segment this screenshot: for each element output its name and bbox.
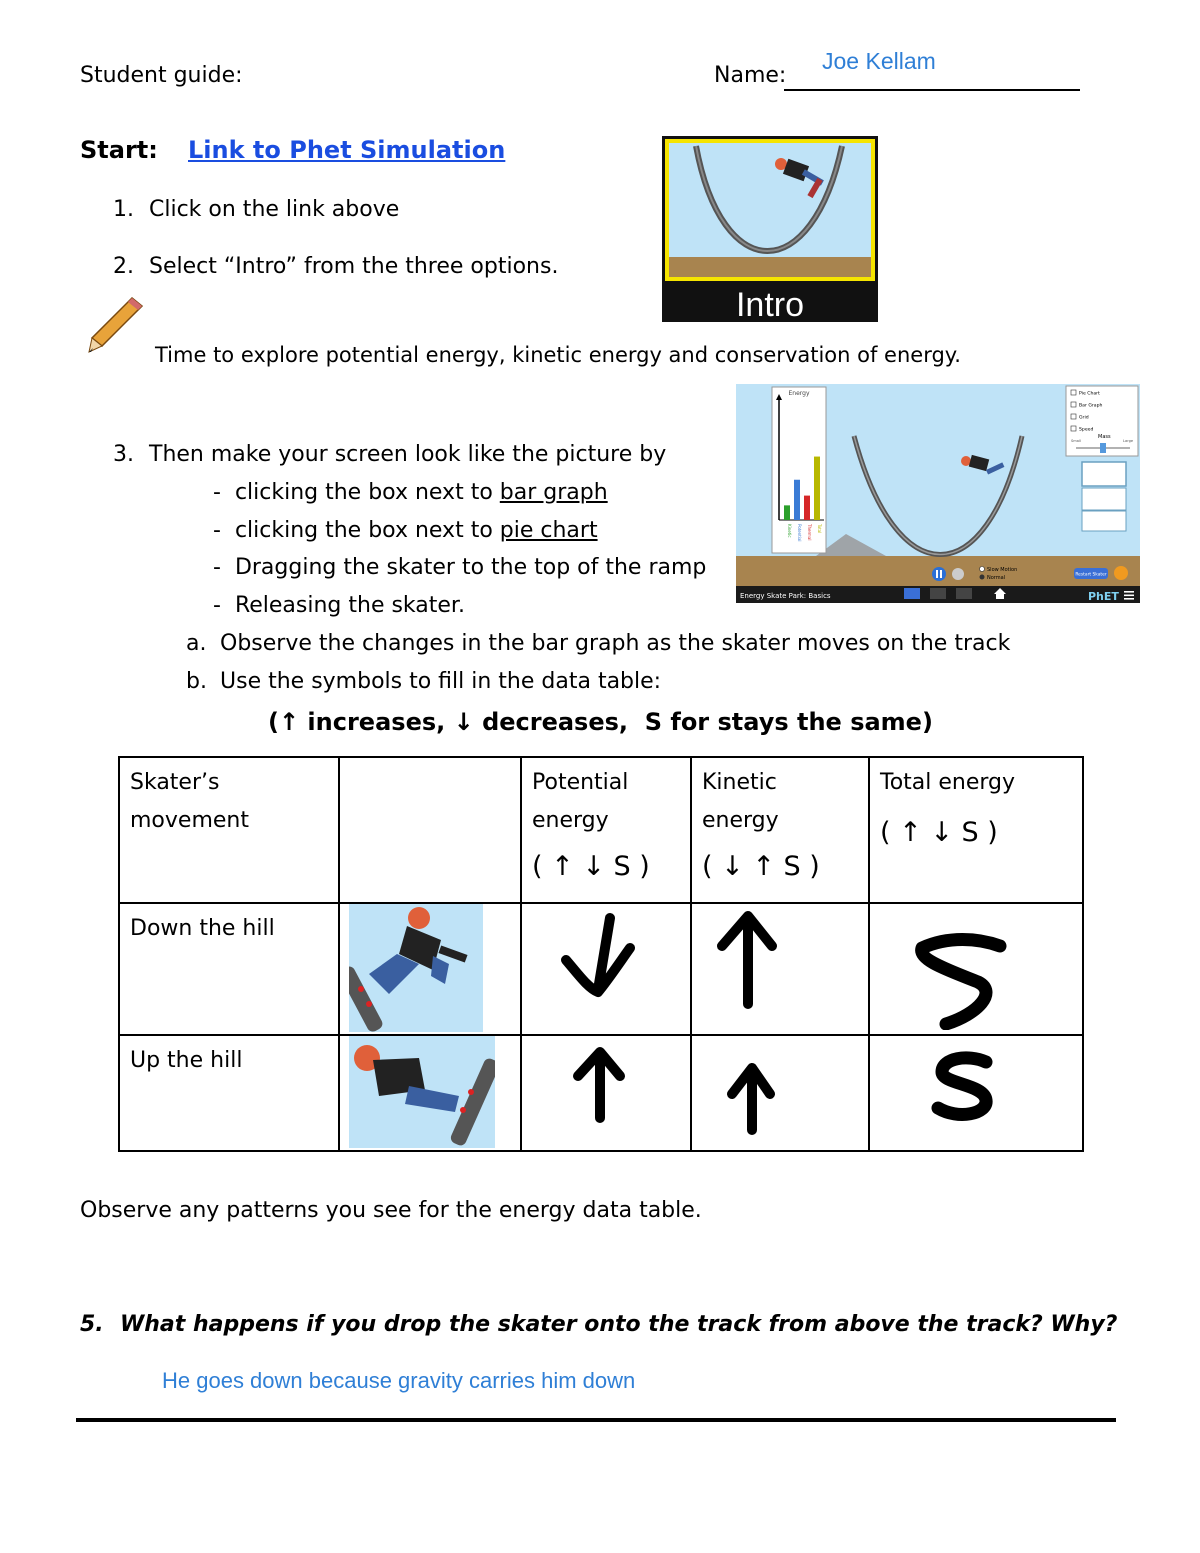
header-total: Total energy ( ↑ ↓ S ) [869, 757, 1083, 903]
skater-down-image [349, 904, 483, 1032]
pencil-icon [86, 294, 148, 360]
sim-option-label-2: Grid [1079, 415, 1089, 421]
row-down-picture [339, 903, 521, 1035]
bullet-bar-graph: - clicking the box next to bar graph [213, 480, 608, 505]
row-down-kinetic[interactable] [691, 903, 869, 1035]
row-down-movement: Down the hill [119, 903, 339, 1035]
play-pause-icon [932, 567, 946, 581]
up-arrow-icon [714, 908, 784, 1010]
skater-up-image [349, 1036, 495, 1148]
name-field[interactable]: Joe Kellam [822, 48, 936, 74]
sim-option-checkbox-1 [1071, 402, 1076, 407]
step-2-number: 2. [113, 254, 134, 279]
sim-option-checkbox-2 [1071, 414, 1076, 419]
intro-option-image[interactable] [662, 136, 878, 322]
mass-small-label: Small [1071, 439, 1081, 443]
sim-bar-label-1: Potential [797, 524, 802, 542]
sim-option-label-1: Bar Graph [1079, 403, 1103, 409]
row-up-total[interactable] [869, 1035, 1083, 1151]
bullet-release-skater: - Releasing the skater. [213, 593, 465, 618]
phet-simulation-link[interactable]: Link to Phet Simulation [188, 136, 506, 164]
mass-label: Mass [1098, 434, 1111, 440]
slow-motion-label: Slow Motion [987, 567, 1018, 573]
row-down-potential[interactable] [521, 903, 691, 1035]
name-label: Name: [714, 63, 787, 88]
reset-all-icon [1114, 566, 1128, 580]
sim-option-label-3: Speed [1079, 427, 1094, 433]
question-5-number: 5. [80, 1312, 104, 1337]
step-1-number: 1. [113, 197, 134, 222]
sim-bar-label-3: Total [817, 524, 822, 534]
energy-data-table [118, 756, 1084, 1152]
intro-label: Intro [735, 286, 805, 322]
stays-same-symbol-icon [908, 930, 1018, 1030]
header-picture [339, 757, 521, 903]
track-option-2 [1082, 488, 1126, 510]
stays-same-symbol-icon [928, 1048, 1008, 1128]
substep-b-text: Use the symbols to fill in the data table: [220, 669, 662, 694]
step-2-text: Select “Intro” from the three options. [149, 254, 559, 279]
bullet-pie-chart: - clicking the box next to pie chart [213, 518, 598, 543]
step-3-number: 3. [113, 442, 134, 467]
sim-bar-2 [804, 496, 810, 520]
header-movement: Skater’s movement [119, 757, 339, 903]
track-option-3 [1082, 511, 1126, 531]
up-arrow-icon [722, 1056, 782, 1136]
normal-label: Normal [987, 575, 1006, 581]
hamburger-icon [1124, 591, 1134, 600]
sim-option-checkbox-3 [1071, 426, 1076, 431]
row-up-picture [339, 1035, 521, 1151]
row-down-total[interactable] [869, 903, 1083, 1035]
sim-bar-0 [784, 505, 790, 520]
screen-tab-intro [904, 588, 920, 599]
track-option-1 [1082, 462, 1126, 486]
sim-bar-label-0: Kinetic [787, 524, 792, 538]
substep-b-label: b. [186, 669, 207, 694]
up-arrow-icon [570, 1046, 630, 1126]
screen-tab-playground [956, 588, 972, 599]
simulation-screenshot [736, 384, 1140, 603]
substep-a-text: Observe the changes in the bar graph as the skater moves on the track [220, 631, 1011, 656]
start-label: Start: [80, 136, 158, 164]
explore-text: Time to explore potential energy, kinetic energy and conservation of energy. [155, 343, 961, 367]
substep-a-label: a. [186, 631, 207, 656]
page-title: Student guide: [80, 63, 243, 88]
header-potential: Potential energy ( ↑ ↓ S ) [521, 757, 691, 903]
row-up-kinetic[interactable] [691, 1035, 869, 1151]
symbol-legend: (↑ increases, ↓ decreases, S for stays the same) [268, 708, 933, 736]
step-3-text: Then make your screen look like the picture by [149, 442, 667, 467]
sim-footer-title: Energy Skate Park: Basics [740, 592, 831, 600]
energy-panel-label: Energy [788, 390, 810, 397]
screen-tab-friction [930, 588, 946, 599]
phet-logo: PhET [1088, 590, 1119, 603]
svg-text:Restart Skater: Restart Skater [1075, 572, 1107, 578]
mass-large-label: Large [1123, 439, 1134, 443]
row-up-potential[interactable] [521, 1035, 691, 1151]
bullet-drag-skater: - Dragging the skater to the top of the ramp [213, 555, 707, 580]
sim-option-label-0: Pie Chart [1079, 391, 1100, 397]
down-arrow-icon [558, 912, 638, 1004]
question-5-answer[interactable]: He goes down because gravity carries him down [162, 1368, 636, 1393]
sim-bar-label-2: Thermal [807, 524, 812, 541]
answer-rule [76, 1418, 1116, 1422]
step-1-text: Click on the link above [149, 197, 400, 222]
sim-bar-1 [794, 480, 800, 520]
question-5-text: What happens if you drop the skater onto the track from above the track? Why? [120, 1312, 1118, 1337]
sim-option-checkbox-0 [1071, 390, 1076, 395]
mass-slider-thumb [1100, 443, 1106, 453]
name-underline [784, 89, 1080, 91]
observe-text: Observe any patterns you see for the energy data table. [80, 1198, 702, 1223]
row-up-movement: Up the hill [119, 1035, 339, 1151]
sim-bar-3 [814, 457, 820, 520]
header-kinetic: Kinetic energy ( ↓ ↑ S ) [691, 757, 869, 903]
step-icon [952, 568, 964, 580]
